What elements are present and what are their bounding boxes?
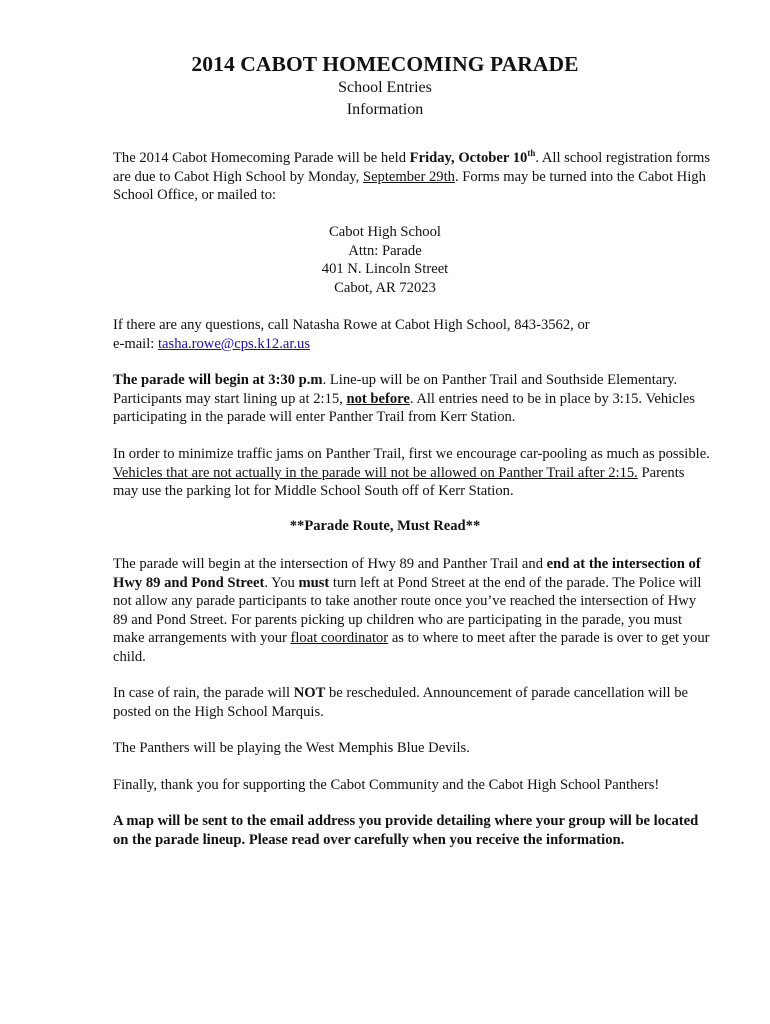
route-must-bold: must — [298, 574, 330, 591]
intro-text-3: . Forms may be turned into the Cabot High School Office, or mailed to: — [113, 168, 706, 204]
start-text-2: . All entries need to be in place by 3:15. Vehicles participating in the parade will enter Panther Trail from Kerr Station. — [113, 390, 695, 426]
route-paragraph — [113, 555, 713, 667]
registration-due-date: September 29th — [362, 168, 455, 185]
rain-text-1: In case of rain, the parade will — [113, 685, 294, 701]
subtitle-school-entries: School Entries — [338, 79, 432, 96]
address-line-3: 401 N. Lincoln Street — [321, 261, 449, 278]
traffic-text-1: In order to minimize traffic jams on Panther Trail, first we encourage car-pooling as much as possible. — [113, 446, 710, 462]
contact-paragraph — [113, 316, 713, 353]
page-title: 2014 CABOT HOMECOMING PARADE — [191, 52, 579, 76]
intro-paragraph — [113, 149, 713, 205]
start-time-paragraph — [113, 371, 713, 427]
route-text-3: turn left at Pond Street at the end of the parade. The Police will not allow any parade participants to take another route once you’ve reached the intersection of Hwy 89 and Pond Street. For parents picking up children who are participating in the parade, you must make arrangements with your — [113, 574, 702, 647]
email-link[interactable]: tasha.rowe@cps.k12.ar.us — [157, 335, 311, 352]
address-line-4: Cabot, AR 72023 — [334, 279, 436, 296]
email-label: e-mail: — [113, 335, 158, 352]
rain-text-2: be rescheduled. Announcement of parade cancellation will be posted on the High School Marquis. — [113, 685, 689, 720]
panthers-paragraph: The Panthers will be playing the West Memphis Blue Devils. — [113, 740, 470, 756]
traffic-text-2: Parents may use the parking lot for Middle School South off of Kerr Station. — [113, 464, 685, 500]
not-before-emphasis: not before — [346, 390, 410, 407]
intro-text-2: . All school registration forms are due to Cabot High School by Monday, — [113, 150, 711, 185]
intro-text-1: The 2014 Cabot Homecoming Parade will be held — [113, 150, 410, 166]
traffic-paragraph — [113, 445, 713, 501]
parade-date-suffix: th — [527, 148, 536, 159]
mailing-address — [300, 223, 470, 297]
subtitle-information: Information — [346, 101, 424, 118]
address-line-2: Attn: Parade — [348, 242, 422, 259]
start-time-bold: The parade will begin at 3:30 p.m — [113, 372, 323, 388]
address-line-1: Cabot High School — [329, 224, 441, 240]
map-notice-paragraph: A map will be sent to the email address you provide detailing where your group will be located on the parade lineup. Please read over carefully when you receive the information. — [113, 813, 699, 848]
rain-not-bold: NOT — [293, 685, 326, 701]
route-text-4: as to where to meet after the parade is over to get your child. — [113, 630, 710, 665]
parade-date: Friday, October 10 — [409, 150, 528, 166]
route-end-bold: end at the intersection of Hwy 89 and Pond Street — [113, 556, 701, 591]
contact-text: If there are any questions, call Natasha Rowe at Cabot High School, 843-3562, or — [113, 317, 590, 333]
rain-paragraph — [113, 684, 713, 721]
route-heading: **Parade Route, Must Read** — [289, 518, 481, 534]
thanks-paragraph: Finally, thank you for supporting the Cabot Community and the Cabot High School Panthers! — [113, 777, 660, 793]
start-text-1: . Line-up will be on Panther Trail and Southside Elementary. Participants may start lining up at 2:15, — [113, 372, 678, 407]
route-text-2: . You — [264, 574, 299, 591]
vehicle-restriction: Vehicles that are not actually in the parade will not be allowed on Panther Trail after 2:15. — [113, 464, 638, 481]
route-text-1: The parade will begin at the intersection of Hwy 89 and Panther Trail and — [113, 556, 547, 572]
float-coordinator: float coordinator — [290, 630, 389, 647]
